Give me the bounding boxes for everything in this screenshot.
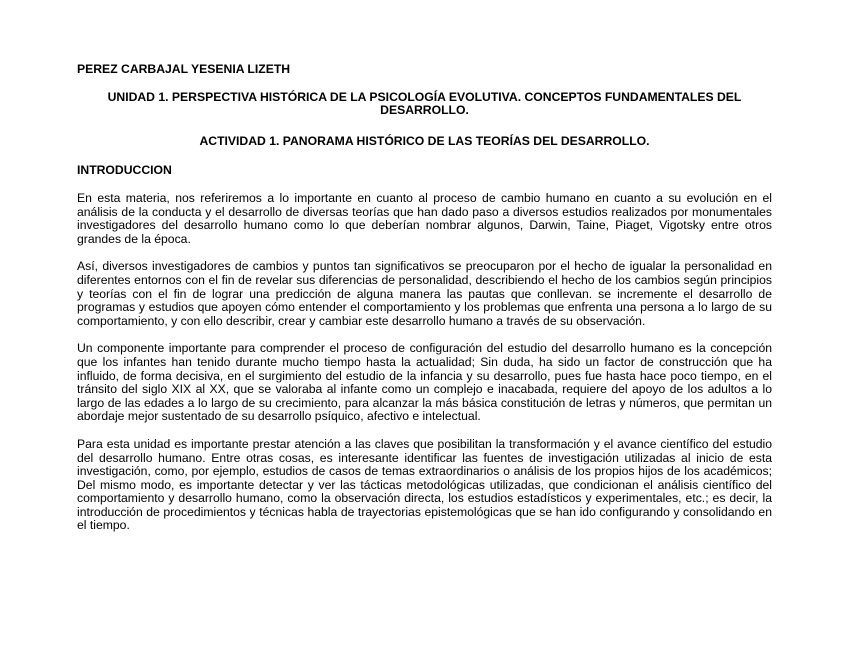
activity-title: ACTIVIDAD 1. PANORAMA HISTÓRICO DE LAS TEORÍAS DEL DESARROLLO. [199,134,650,148]
paragraph-1: En esta materia, nos referiremos a lo importante en cuanto al proceso de cambio humano en cuanto a su evolución en el análisis de la conducta y el desarrollo de diversas teorías que han dado paso a diversos estudios realizados por monumentales investigadores del desarrollo humano como lo que deberían nombrar algunos, Darwin, Taine, Piaget, Vigotsky entre otros grandes de la época. [77,191,772,246]
unit-title: UNIDAD 1. PERSPECTIVA HISTÓRICA DE LA PSICOLOGÍA EVOLUTIVA. CONCEPTOS FUNDAMENTALES DEL DESARROLLO. [107,90,742,117]
paragraph-3: Un componente importante para comprender el proceso de configuración del estudio del desarrollo humano es la concepción que los infantes han tenido durante mucho tiempo hasta la actualidad; Sin duda, ha sido un factor de construcción que ha influido, de forma decisiva, en el surgimiento del estudio de la infancia y su desarrollo, pues fue hasta hace poco tiempo, en el tránsito del siglo XIX al XX, que se valoraba al infante como un complejo e inacabada, requiere del apoyo de los adultos a lo largo de las edades a lo largo de su crecimiento, para alcanzar la más básica constitución de letras y números, que permitan un abordaje mejor sustentado de su desarrollo psíquico, afectivo e intelectual. [77,341,772,424]
section-heading: INTRODUCCION [77,163,172,177]
paragraph-4: Para esta unidad es importante prestar atención a las claves que posibilitan la transformación y el avance científico del estudio del desarrollo humano. Entre otras cosas, es interesante identificar las fuentes de investigación utilizadas al inicio de esta investigación, como, por ejemplo, estudios de casos de temas extraordinarios o análisis de los propios hijos de los académicos; Del mismo modo, es importante detectar y ver las tácticas metodológicas utilizadas, que condicionan el análisis científico del comportamiento y desarrollo humano, como la observación directa, los estudios estadísticos y experimentales, etc.; es decir, la introducción de procedimientos y técnicas habla de trayectorias epistemológicas que se han ido configurando y consolidando en el tiempo. [77,436,772,533]
author-name: PEREZ CARBAJAL YESENIA LIZETH [77,62,291,76]
document-page [77,62,772,547]
paragraph-2: Así, diversos investigadores de cambios y puntos tan significativos se preocuparon por el hecho de igualar la personalidad en diferentes entornos con el fin de revelar sus diferencias de personalidad, describiendo el hecho de los cambios según principios y teorías con el fin de lograr una predicción de alguna manera las pautas que conllevan. se incremente el desarrollo de programas y estudios que apoyen cómo entender el comportamiento y los problemas que enfrenta una persona a lo largo de su comportamiento, y con ello describir, crear y cambiar este desarrollo humano a través de su observación. [77,259,772,328]
